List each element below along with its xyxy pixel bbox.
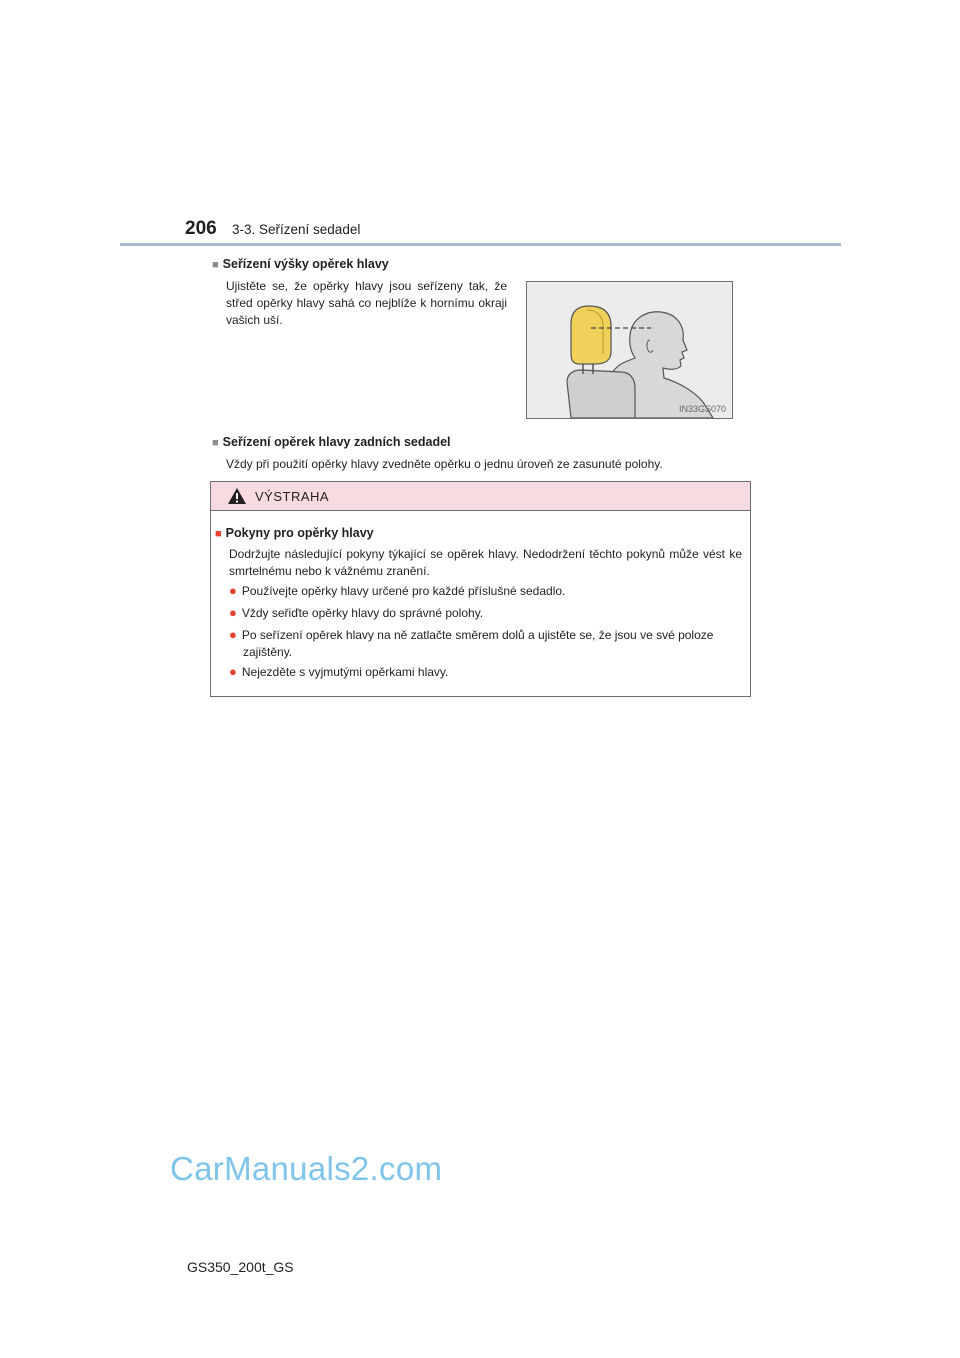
warning-header <box>211 482 750 511</box>
warning-intro: Dodržujte následující pokyny týkající se opěrek hlavy. Nedodržení těchto pokynů může vést ke smrtelnému nebo k vážnému zranění. <box>229 547 742 578</box>
warning-bullet-text: Vždy seřiďte opěrky hlavy do správné polohy. <box>241 606 484 620</box>
warning-subheading-label: Pokyny pro opěrky hlavy <box>225 526 374 540</box>
warning-triangle-icon <box>227 487 247 505</box>
warning-bullet-item <box>229 582 742 600</box>
square-bullet-red-icon: ■ <box>215 528 222 540</box>
footer-model-code: GS350_200t_GS <box>187 1259 294 1275</box>
square-bullet-icon: ■ <box>212 259 219 271</box>
figure-code: IN33GS070 <box>678 404 726 414</box>
warning-bullet-item <box>229 663 742 681</box>
red-dot-icon: ● <box>229 627 237 642</box>
red-dot-icon: ● <box>229 605 237 620</box>
section-text-rear: Vždy při použití opěrky hlavy zvedněte opěrku o jednu úroveň ze zasunuté polohy. <box>226 457 663 471</box>
headrest-illustration <box>526 281 733 419</box>
square-bullet-icon: ■ <box>212 437 219 449</box>
warning-bullet-text: Nejezděte s vyjmutými opěrkami hlavy. <box>241 665 449 679</box>
section-heading-height-label: Seřízení výšky opěrek hlavy <box>222 257 389 271</box>
warning-subheading <box>215 526 374 540</box>
warning-bullet-item <box>229 626 756 661</box>
warning-bullet-item <box>229 604 742 622</box>
warning-box <box>210 481 751 697</box>
section-heading-rear-label: Seřízení opěrek hlavy zadních sedadel <box>222 435 451 449</box>
header-rule <box>120 243 841 246</box>
section-heading-height <box>212 257 389 271</box>
section-text-height: Ujistěte se, že opěrky hlavy jsou seřízeny tak, že střed opěrky hlavy sahá co nejblíže k hornímu okraji vašich uší. <box>226 279 507 327</box>
headrest-diagram-svg <box>527 282 732 418</box>
page-number: 206 <box>185 218 217 239</box>
warning-bullet-text: Používejte opěrky hlavy určené pro každé příslušné sedadlo. <box>241 584 566 598</box>
red-dot-icon: ● <box>229 664 237 679</box>
section-title: 3-3. Seřízení sedadel <box>232 222 361 237</box>
warning-title: VÝSTRAHA <box>255 489 330 504</box>
watermark-logo: CarManuals2.com <box>170 1150 443 1187</box>
section-heading-rear <box>212 435 451 449</box>
red-dot-icon: ● <box>229 583 237 598</box>
warning-bullet-text: Po seřízení opěrek hlavy na ně zatlačte směrem dolů a ujistěte se, že jsou ve své poloze zajištěny. <box>241 628 714 659</box>
